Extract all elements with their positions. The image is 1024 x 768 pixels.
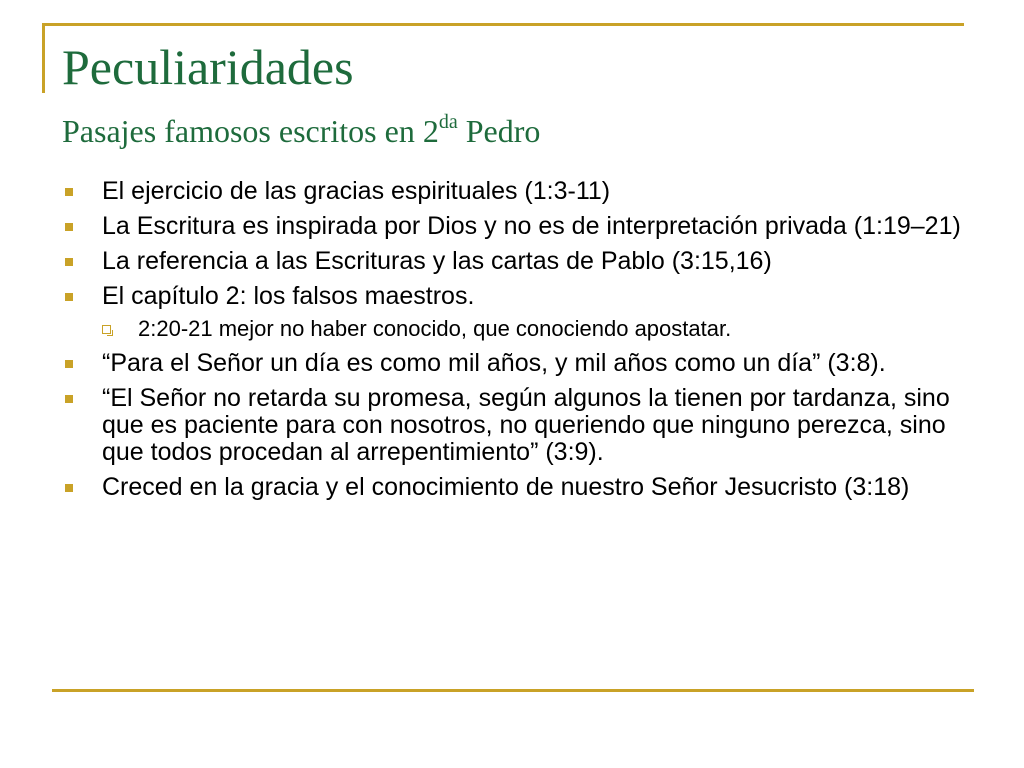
square-bullet-icon (65, 484, 73, 492)
slide-subtitle (62, 112, 540, 150)
bullet-item (62, 178, 962, 205)
bullet-item (62, 213, 962, 240)
square-bullet-icon (65, 293, 73, 301)
bullet-list (62, 178, 962, 509)
bullet-item (62, 283, 962, 310)
subtitle-superscript: da (438, 111, 458, 134)
subtitle-text-end: Pedro (457, 113, 541, 149)
square-bullet-icon (65, 360, 73, 368)
sub-bullet-text: 2:20-21 mejor no haber conocido, que conociendo apostatar. (138, 316, 732, 341)
bullet-text: El capítulo 2: los falsos maestros. (102, 282, 475, 310)
sub-bullet-item (62, 316, 962, 342)
square-bullet-icon (65, 395, 73, 403)
square-bullet-icon (65, 258, 73, 266)
bullet-text: La Escritura es inspirada por Dios y no es de interpretación privada (1:19–21) (102, 212, 961, 240)
subtitle-text: Pasajes famosos escritos en 2 (62, 113, 439, 149)
hollow-square-bullet-icon (102, 325, 111, 334)
slide-title: Peculiaridades (62, 39, 354, 95)
bullet-text: “Para el Señor un día es como mil años, y mil años como un día” (3:8). (102, 349, 886, 377)
frame-left-line (42, 23, 45, 93)
bullet-item (62, 248, 962, 275)
frame-top-line (42, 23, 964, 26)
square-bullet-icon (65, 223, 73, 231)
frame-bottom-line (52, 689, 974, 692)
bullet-text: “El Señor no retarda su promesa, según algunos la tienen por tardanza, sino que es paciente para con nosotros, no queriendo que ninguno perezca, sino que todos procedan al arrepentimiento” (3:9). (102, 384, 950, 466)
bullet-text: Creced en la gracia y el conocimiento de nuestro Señor Jesucristo (3:18) (102, 473, 910, 501)
bullet-item (62, 385, 962, 466)
square-bullet-icon (65, 188, 73, 196)
bullet-text: La referencia a las Escrituras y las cartas de Pablo (3:15,16) (102, 247, 772, 275)
bullet-text: El ejercicio de las gracias espirituales (1:3-11) (102, 177, 611, 205)
bullet-item (62, 474, 962, 501)
bullet-item (62, 350, 962, 377)
